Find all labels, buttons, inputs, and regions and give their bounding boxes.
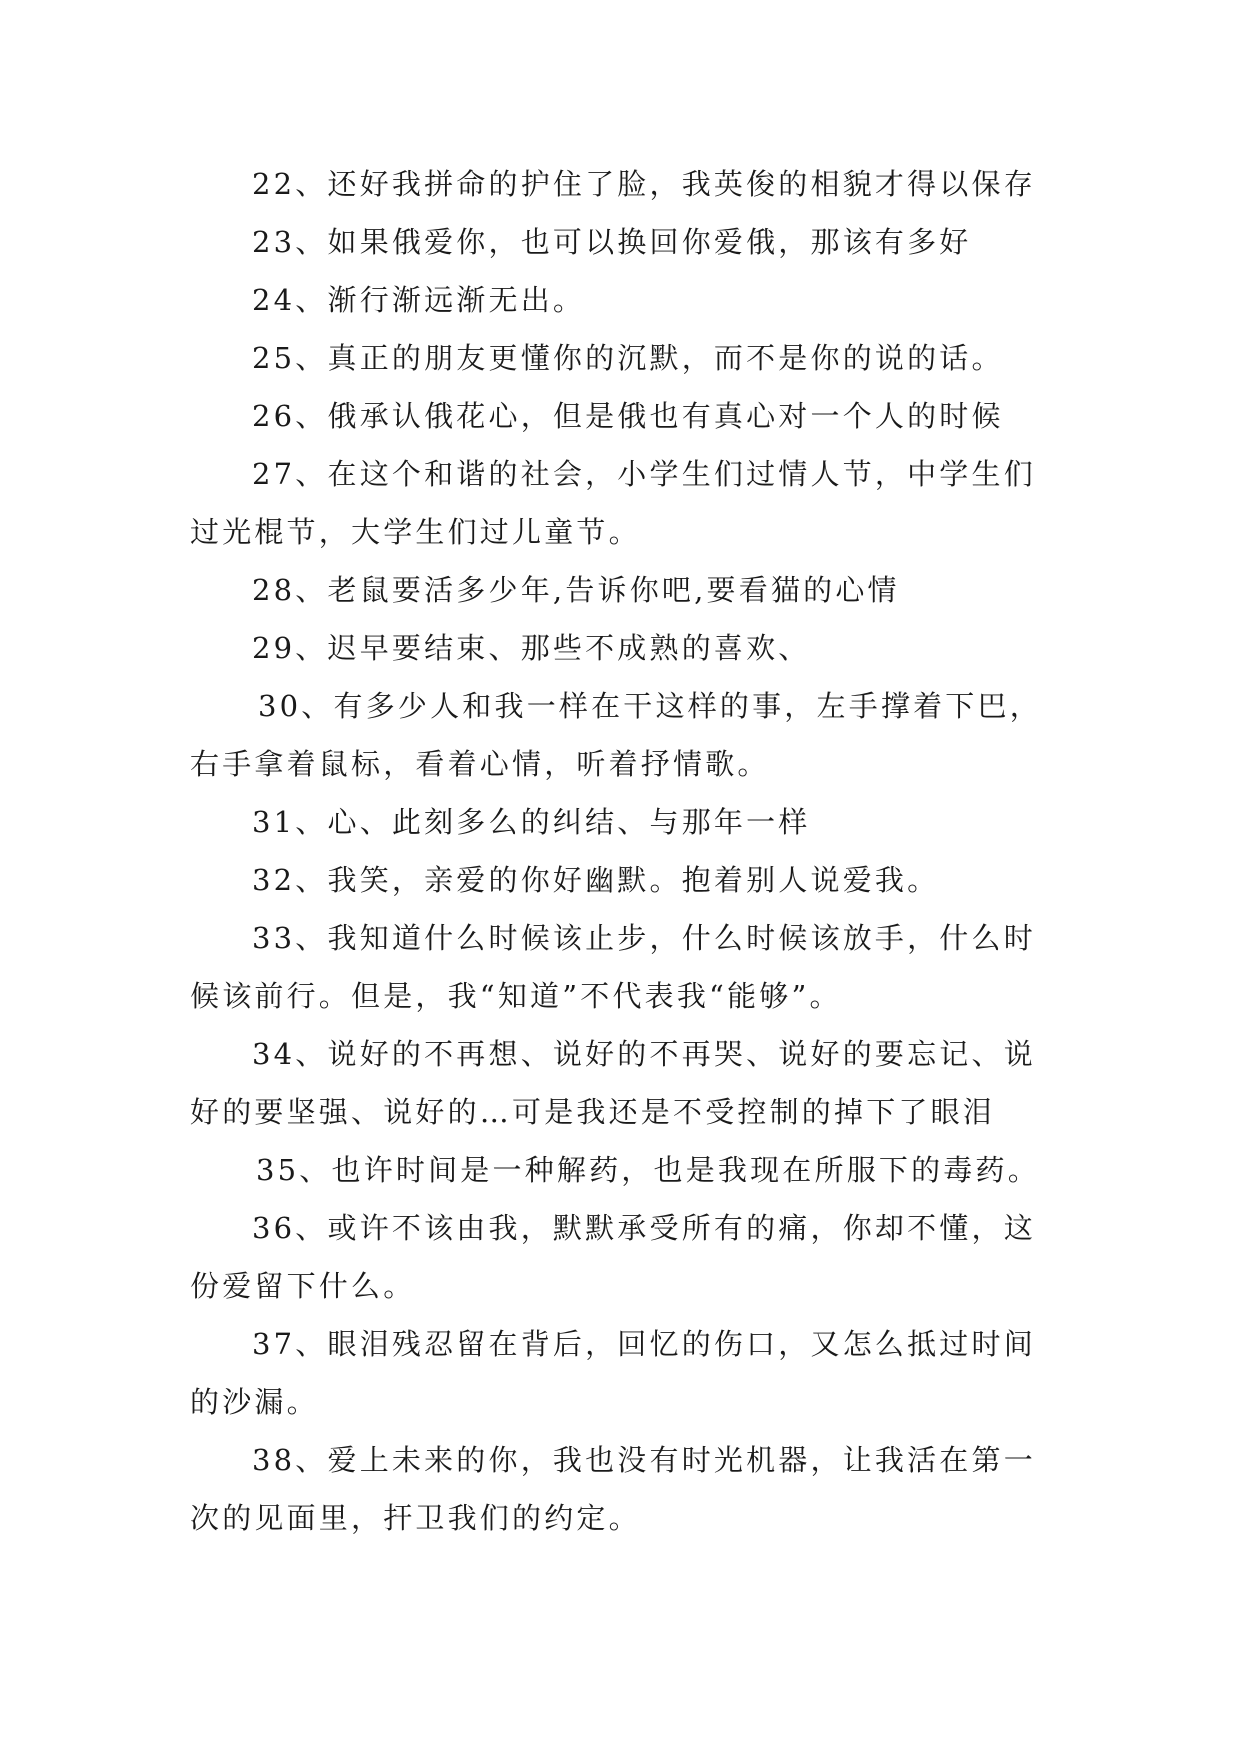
paragraph-22: 22、还好我拼命的护住了脸，我英俊的相貌才得以保存 bbox=[252, 167, 1036, 201]
paragraph-34: 34、说好的不再想、说好的不再哭、说好的要忘记、说好的要坚强、说好的…可是我还是不受控制的掉下了眼泪 bbox=[190, 1037, 1036, 1129]
paragraph-35: 35、也许时间是一种解药，也是我现在所服下的毒药。 bbox=[256, 1153, 1040, 1187]
paragraph-36: 36、或许不该由我，默默承受所有的痛，你却不懂，这份爱留下什么。 bbox=[190, 1211, 1036, 1303]
paragraph-37: 37、眼泪残忍留在背后，回忆的伤口，又怎么抵过时间的沙漏。 bbox=[190, 1327, 1036, 1419]
paragraph-27: 27、在这个和谐的社会，小学生们过情人节，中学生们过光棍节，大学生们过儿童节。 bbox=[190, 457, 1036, 549]
paragraph-29: 29、迟早要结束、那些不成熟的喜欢、 bbox=[252, 631, 811, 665]
paragraph-26: 26、俄承认俄花心，但是俄也有真心对一个人的时候 bbox=[252, 399, 1004, 433]
paragraph-33: 33、我知道什么时候该止步，什么时候该放手，什么时候该前行。但是，我“知道”不代表我“能够”。 bbox=[190, 921, 1036, 1013]
paragraph-38: 38、爱上未来的你，我也没有时光机器，让我活在第一次的见面里，扞卫我们的约定。 bbox=[190, 1443, 1036, 1535]
paragraph-30: 30、有多少人和我一样在干这样的事，左手撑着下巴，右手拿着鼠标，看着心情，听着抒情歌。 bbox=[190, 689, 1042, 781]
paragraph-24: 24、渐行渐远渐无出。 bbox=[252, 283, 586, 317]
paragraph-32: 32、我笑，亲爱的你好幽默。抱着别人说爱我。 bbox=[252, 863, 940, 897]
paragraph-23: 23、如果俄爱你，也可以换回你爱俄，那该有多好 bbox=[252, 225, 972, 259]
document-body bbox=[190, 155, 1060, 1547]
paragraph-31: 31、心、此刻多么的纠结、与那年一样 bbox=[252, 805, 811, 839]
paragraph-25: 25、真正的朋友更懂你的沉默，而不是你的说的话。 bbox=[252, 341, 1004, 375]
paragraph-28: 28、老鼠要活多少年,告诉你吧,要看猫的心情 bbox=[252, 573, 900, 607]
